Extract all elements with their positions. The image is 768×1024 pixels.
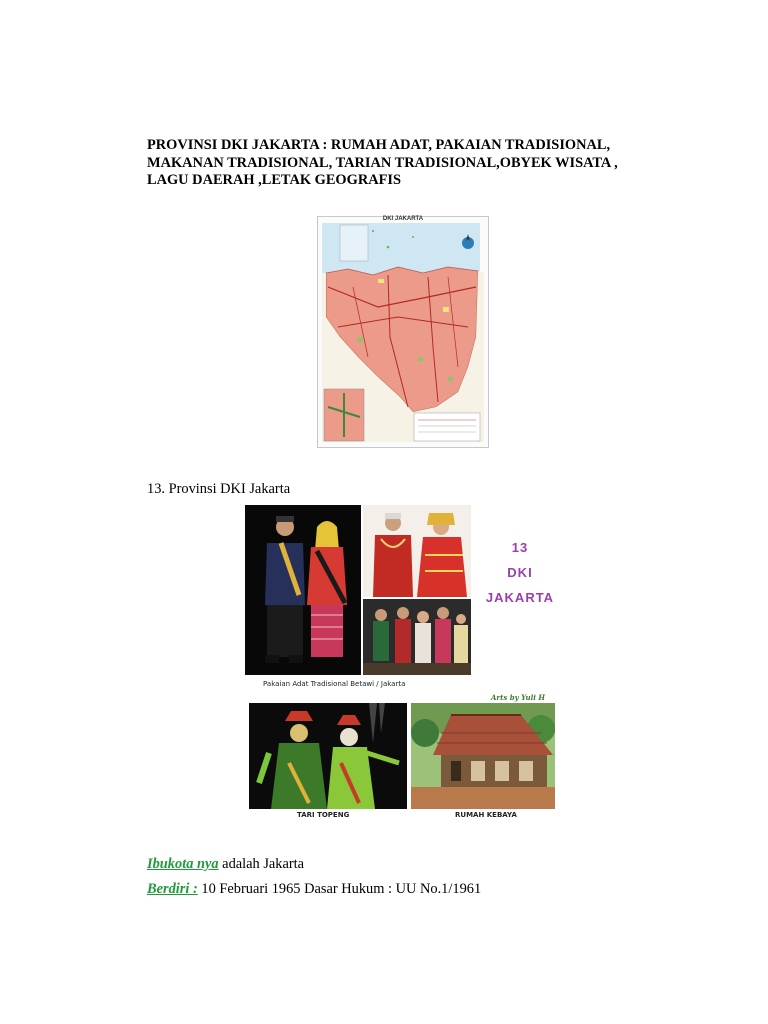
ibukota-label: Ibukota nya — [147, 856, 219, 872]
tari-topeng-photo — [249, 703, 407, 809]
info-berdiri — [147, 881, 481, 898]
rumah-kebaya-caption: RUMAH KEBAYA — [455, 811, 517, 819]
badge-dki: DKI — [507, 565, 533, 580]
berdiri-text: 10 Februari 1965 Dasar Hukum : UU No.1/1961 — [197, 881, 482, 897]
title-line-2: MAKANAN TRADISIONAL, TARIAN TRADISIONAL,OBYEK WISATA , — [147, 154, 618, 171]
betawi-couple-photo — [245, 505, 361, 675]
berdiri-label: Berdiri : — [147, 881, 198, 897]
betawi-wedding-photo — [363, 505, 471, 597]
pakaian-caption: Pakaian Adat Tradisional Betawi / Jakarta — [263, 680, 406, 688]
map-graphic — [318, 217, 488, 447]
page-title — [147, 137, 687, 190]
rumah-kebaya-photo — [411, 703, 555, 809]
tari-topeng-caption: TARI TOPENG — [297, 811, 350, 819]
province-number-badge — [475, 535, 565, 610]
title-line-3: LAGU DAERAH ,LETAK GEOGRAFIS — [147, 172, 401, 188]
credit-text: Arts by Yuli H — [491, 693, 545, 702]
jakarta-map-image — [317, 216, 489, 448]
info-ibukota — [147, 856, 304, 873]
badge-jakarta: JAKARTA — [485, 590, 555, 605]
badge-number: 13 — [511, 540, 529, 555]
title-line-1: PROVINSI DKI JAKARTA : RUMAH ADAT, PAKAIAN TRADISIONAL, — [147, 137, 611, 153]
map-title: DKI JAKARTA — [382, 216, 424, 222]
betawi-family-photo — [363, 599, 471, 675]
dki-jakarta-collage-image — [245, 505, 565, 825]
ibukota-text: adalah Jakarta — [218, 856, 305, 872]
section-label: 13. Provinsi DKI Jakarta — [147, 481, 291, 497]
